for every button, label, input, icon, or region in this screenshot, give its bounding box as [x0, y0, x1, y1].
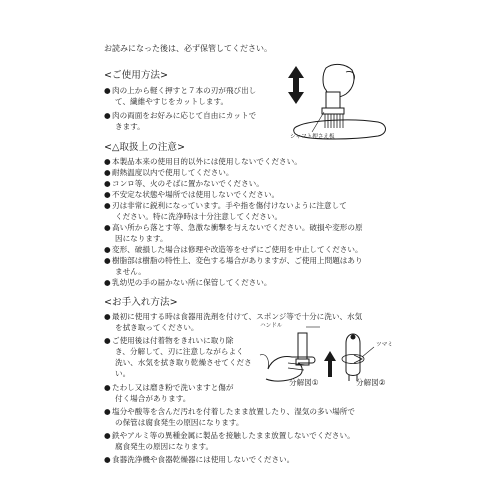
disassembly-figure-1 [260, 327, 320, 381]
bullet-icon: ● [104, 407, 111, 416]
bullet-icon: ● [104, 455, 111, 464]
bullet-icon: ● [104, 383, 111, 392]
caution-item-8-line-2: ません。 [115, 267, 146, 276]
care-item-3-line-2: 付く場合があります。 [115, 394, 191, 403]
bullet-icon: ● [104, 168, 111, 177]
disassembly-caption-1: 分解図① [289, 378, 319, 387]
care-item-5-line-1: ●鉄やアルミ等の異種金属に製品を接触したまま放置しないでください。 [104, 431, 355, 440]
bullet-icon: ● [104, 245, 111, 254]
usage-item-1-line-1: ●肉の上から軽く押すと７本の刃が飛び出し [104, 86, 257, 95]
care-item-1-line-1: ●最初に使用する時は食器用洗剤を付けて、スポンジ等で十分に洗い、水気 [104, 312, 363, 321]
bullet-icon: ● [104, 336, 111, 345]
caution-item-4: ●不安定な状態や場所では使用しないでください。 [104, 190, 280, 199]
caution-item-1: ●本製品本来の使用目的以外には使用しないでください。 [104, 157, 302, 166]
caution-item-2: ●耐熱温度以内で使用してください。 [104, 168, 234, 177]
caution-item-6-line-1: ●高い所から落とす等、急激な衝撃を与えないでください。破損や変形の原 [104, 223, 363, 232]
caution-item-6-line-2: 因になります。 [115, 234, 168, 243]
disassembly-figure-2 [342, 334, 374, 381]
up-down-arrow-icon [288, 66, 304, 104]
usage-item-2-line-2: きます。 [115, 122, 145, 131]
care-item-2-line-4: い。 [115, 369, 131, 378]
knob-label: ツマミ [376, 342, 393, 348]
care-heading: <お手入れ方法> [104, 297, 178, 308]
bullet-icon: ● [104, 201, 111, 210]
usage-item-2-line-1: ●肉の両面をお好みに応じて自由にカットで [104, 111, 257, 120]
caution-item-5-line-2: ください。特に洗浄時は十分注意してください。 [115, 212, 283, 221]
cautions-heading: <△取扱上の注意> [104, 142, 186, 153]
bullet-icon: ● [104, 190, 111, 199]
disassembly-caption-2: 分解図② [356, 378, 386, 387]
usage-heading: <ご使用方法> [104, 70, 169, 81]
care-item-3-line-1: ●たわし又は磨き粉で洗いますと傷が [104, 383, 234, 392]
bullet-icon: ● [104, 223, 111, 232]
up-arrow-icon [324, 351, 336, 377]
caution-item-9: ●乳幼児の手の届かない所に保管してください。 [104, 278, 272, 287]
usage-item-1-line-2: て、繊維やすじをカットします。 [115, 97, 229, 106]
care-item-2-line-3: 洗い、水気を拭き取り乾燥させてくださ [115, 358, 252, 367]
care-item-6: ●食器洗浄機や食器乾燥器には使用しないでください。 [104, 455, 295, 464]
caution-item-5-line-1: ●刃は非常に鋭利になっています。手や指を傷付けないように注意して [104, 201, 347, 210]
keep-notice: お読みになった後は、必ず保管してください。 [104, 44, 272, 53]
bullet-icon: ● [104, 157, 111, 166]
care-item-4-line-2: の保管は腐食発生の原因になります。 [115, 418, 244, 427]
bullet-icon: ● [104, 431, 111, 440]
bullet-icon: ● [104, 278, 111, 287]
handle-label: ハンドル [260, 323, 283, 329]
bullet-icon: ● [104, 256, 111, 265]
caution-item-3: ●コンロ等、火のそばに置かないでください。 [104, 179, 264, 188]
care-item-5-line-2: 腐食発生の原因になります。 [115, 442, 214, 451]
bullet-icon: ● [104, 86, 111, 95]
shaft-plate-label: シャフト押さえ板 [290, 134, 335, 140]
caution-item-7: ●変形、破損した場合は修理や改造等をせずにご使用を中止してください。 [104, 245, 363, 254]
care-item-2-line-1: ●ご使用後は付着物をきれいに取り除 [104, 336, 234, 345]
bullet-icon: ● [104, 312, 111, 321]
care-item-4-line-1: ●塩分や酸等を含んだ汚れを付着したまま放置したり、湿気の多い場所で [104, 407, 355, 416]
caution-item-8-line-1: ●樹脂部は樹脂の特性上、変色する場合がありますが、ご使用上問題はあり [104, 256, 363, 265]
bullet-icon: ● [104, 179, 111, 188]
care-item-2-line-2: き、分解して、刃に注意しながらよく [115, 347, 244, 356]
bullet-icon: ● [104, 111, 111, 120]
care-item-1-line-2: を拭き取ってください。 [115, 323, 199, 332]
